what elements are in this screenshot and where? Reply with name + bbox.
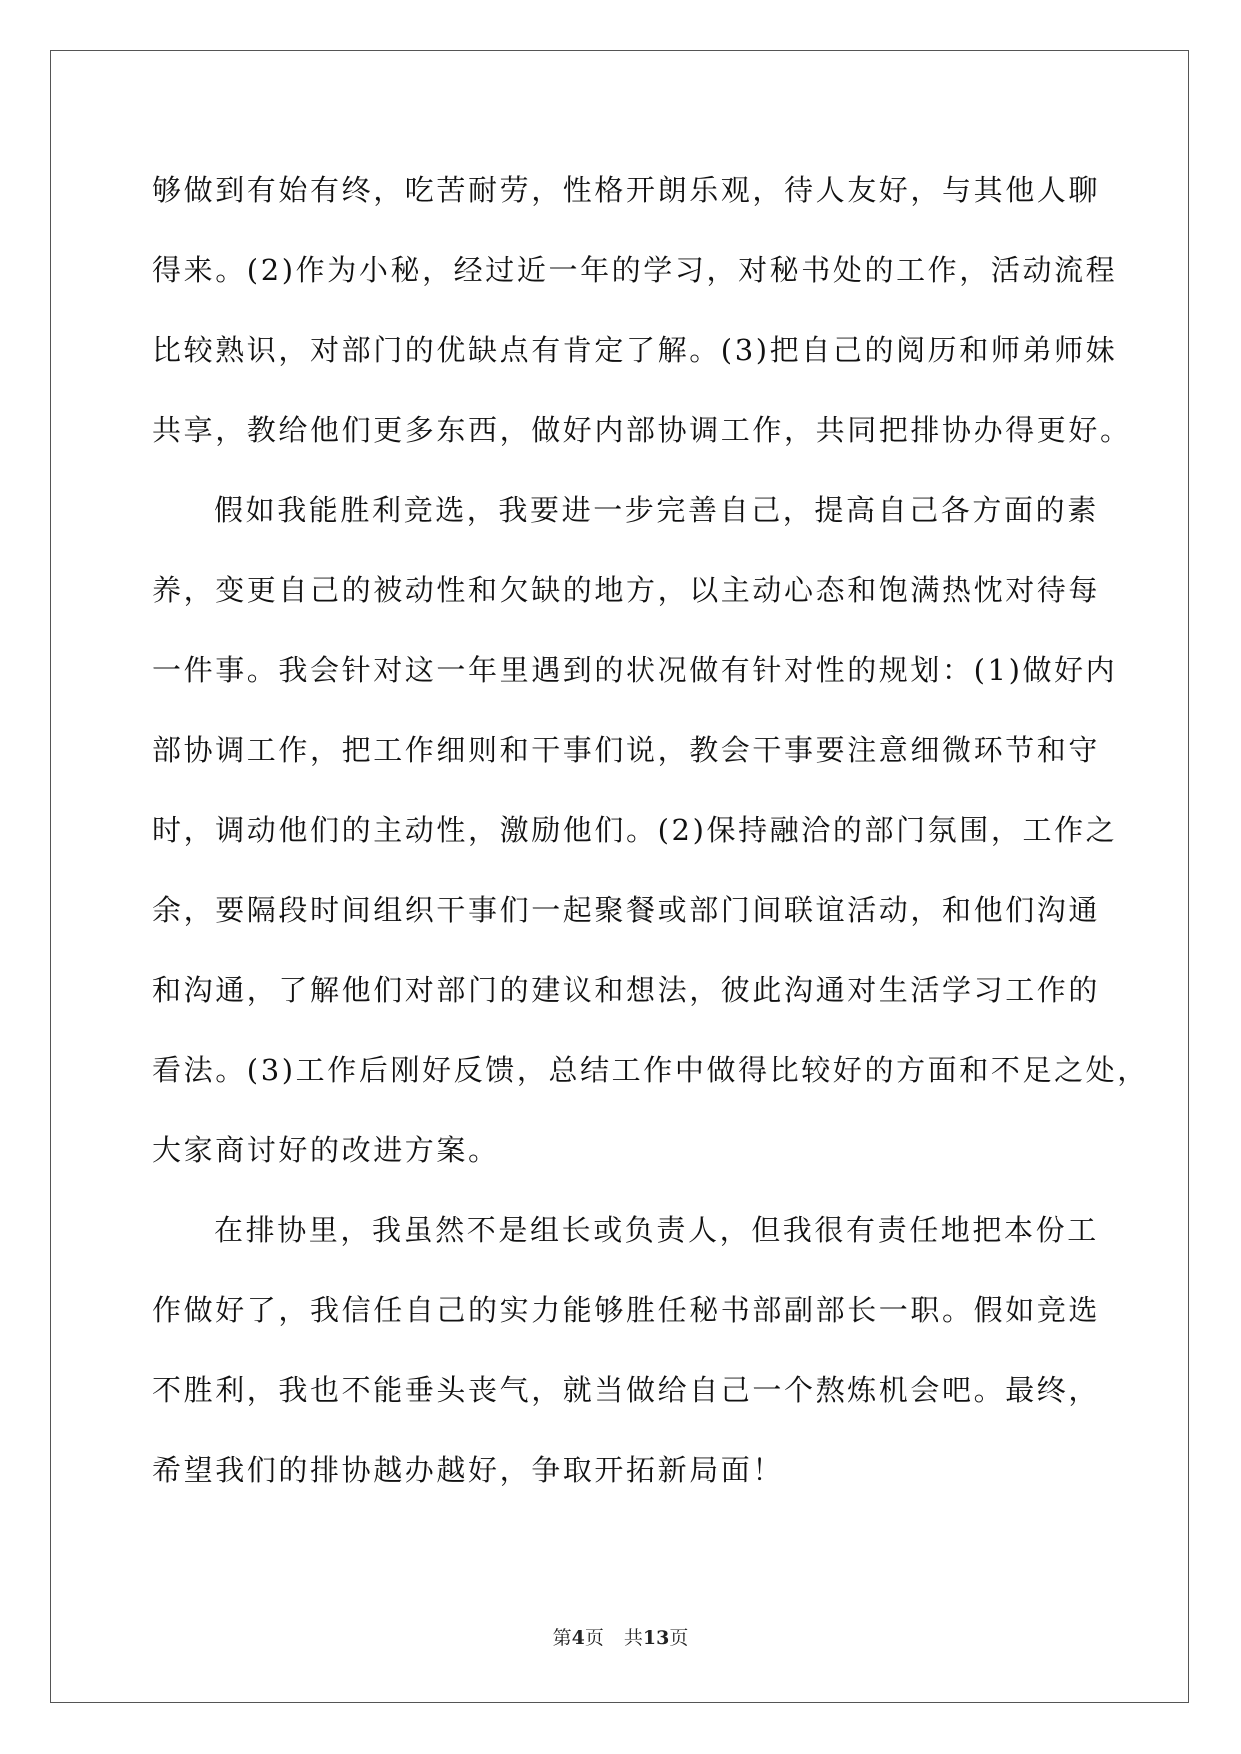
paragraph-1: [152, 160, 1132, 480]
text-line: 够做到有始有终，吃苦耐劳，性格开朗乐观，待人友好，与其他人聊: [152, 173, 1101, 207]
text-line: 在排协里，我虽然不是组长或负责人，但我很有责任地把本份工: [214, 1213, 1099, 1247]
total-pages: 13: [642, 1627, 670, 1649]
page-footer: [0, 1623, 1241, 1650]
total-suffix: 页: [669, 1627, 689, 1649]
text-line: 养，变更自己的被动性和欠缺的地方，以主动心态和饱满热忱对待每: [152, 573, 1101, 607]
paragraph-2: [152, 480, 1149, 1200]
text-line: 得来。(2)作为小秘，经过近一年的学习，对秘书处的工作，活动流程: [152, 253, 1118, 287]
page-prefix: 第: [552, 1627, 572, 1649]
text-line: 希望我们的排协越办越好，争取开拓新局面！: [152, 1453, 785, 1487]
text-line: 和沟通，了解他们对部门的建议和想法，彼此沟通对生活学习工作的: [152, 973, 1101, 1007]
document-body: [152, 160, 1149, 1520]
text-line: 余，要隔段时间组织干事们一起聚餐或部门间联谊活动，和他们沟通: [152, 893, 1101, 927]
page-suffix: 页: [584, 1627, 604, 1649]
text-line: 不胜利，我也不能垂头丧气，就当做给自己一个熬炼机会吧。最终，: [152, 1373, 1101, 1407]
text-line: 作做好了，我信任自己的实力能够胜任秘书部副部长一职。假如竞选: [152, 1293, 1101, 1327]
text-line: 大家商讨好的改进方案。: [152, 1133, 500, 1167]
total-prefix: 共: [623, 1627, 643, 1649]
text-line: 假如我能胜利竞选，我要进一步完善自己，提高自己各方面的素: [214, 493, 1099, 527]
text-line: 时，调动他们的主动性，激励他们。(2)保持融洽的部门氛围，工作之: [152, 813, 1118, 847]
paragraph-3: [152, 1200, 1101, 1520]
text-line: 比较熟识，对部门的优缺点有肯定了解。(3)把自己的阅历和师弟师妹: [152, 333, 1118, 367]
text-line: 部协调工作，把工作细则和干事们说，教会干事要注意细微环节和守: [152, 733, 1101, 767]
text-line: 一件事。我会针对这一年里遇到的状况做有针对性的规划：(1)做好内: [152, 653, 1118, 687]
page-number: 4: [571, 1627, 585, 1649]
text-line: 看法。(3)工作后刚好反馈，总结工作中做得比较好的方面和不足之处，: [152, 1053, 1149, 1087]
text-line: 共享，教给他们更多东西，做好内部协调工作，共同把排协办得更好。: [152, 413, 1132, 447]
